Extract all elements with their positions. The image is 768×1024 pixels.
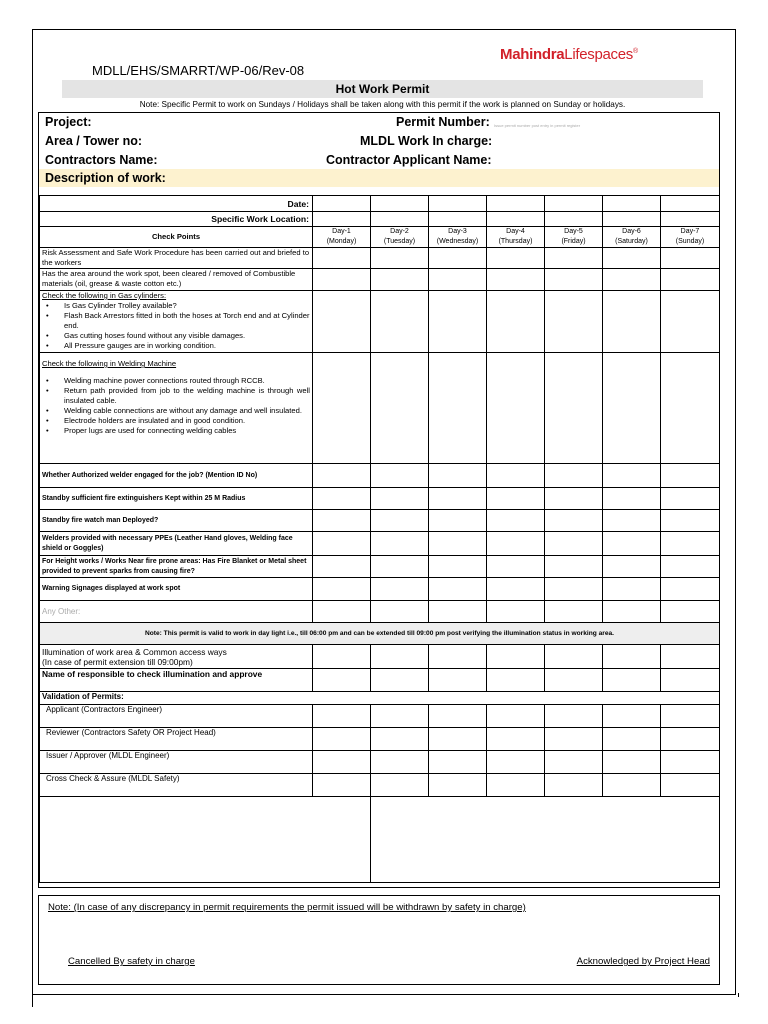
location-cell[interactable]	[661, 212, 720, 227]
warning-signages-check: Warning Signages displayed at work spot	[40, 578, 313, 601]
sign-cell[interactable]	[661, 751, 720, 774]
check-cell[interactable]	[661, 488, 720, 510]
check-cell[interactable]	[545, 353, 603, 464]
location-cell[interactable]	[313, 212, 371, 227]
risk-assessment-check: Risk Assessment and Safe Work Procedure has been carried out and briefed to the workers	[40, 248, 313, 269]
discrepancy-note: Note: (In case of any discrepancy in permit requirements the permit issued will be withdrawn by safety in charge)	[48, 902, 526, 913]
date-cell[interactable]	[313, 196, 371, 212]
check-cell[interactable]	[429, 601, 487, 623]
location-cell[interactable]	[545, 212, 603, 227]
sunday-holiday-note: Note: Specific Permit to work on Sundays / Holidays shall be taken along with this permit if the work is planned on Sunday or holidays.	[139, 100, 626, 109]
check-cell[interactable]	[603, 601, 661, 623]
check-cell[interactable]	[371, 601, 429, 623]
table-row	[40, 488, 720, 510]
check-cell[interactable]	[603, 645, 661, 669]
check-cell[interactable]	[545, 601, 603, 623]
check-cell[interactable]	[313, 645, 371, 669]
table-row	[40, 464, 720, 488]
check-cell[interactable]	[603, 578, 661, 601]
form-title: Hot Work Permit	[62, 80, 703, 98]
date-cell[interactable]	[661, 196, 720, 212]
check-cell[interactable]	[661, 645, 720, 669]
day-5-header: Day-5 (Friday)	[545, 227, 603, 248]
check-cell[interactable]	[661, 510, 720, 532]
page-corner-mark-right	[735, 993, 739, 997]
table-row	[40, 705, 720, 728]
check-cell[interactable]	[313, 248, 371, 269]
fire-watch-check: Standby fire watch man Deployed?	[40, 510, 313, 532]
area-cleared-check: Has the area around the work spot, been cleared / removed of Combustible materials (oil, grease & waste cotton etc.)	[40, 269, 313, 291]
check-cell[interactable]	[487, 488, 545, 510]
project-label: Project:	[45, 115, 92, 129]
sign-cell[interactable]	[603, 728, 661, 751]
any-other-check: Any Other:	[40, 601, 313, 623]
sign-cell[interactable]	[603, 774, 661, 797]
validity-note: Note: This permit is valid to work in day light i.e., till 06:00 pm and can be extended till 09:00 pm post verifying the illumination status in working area.	[40, 623, 720, 645]
check-cell[interactable]	[313, 578, 371, 601]
sign-cell[interactable]	[487, 751, 545, 774]
sign-cell[interactable]	[429, 774, 487, 797]
checklist-table	[39, 195, 720, 883]
sign-cell[interactable]	[371, 774, 429, 797]
check-cell[interactable]	[371, 645, 429, 669]
work-location-label: Specific Work Location:	[40, 212, 313, 227]
sign-cell[interactable]	[545, 774, 603, 797]
table-row	[40, 248, 720, 269]
check-cell[interactable]	[429, 578, 487, 601]
company-logo: MahindraLifespaces®	[500, 46, 639, 63]
date-cell[interactable]	[487, 196, 545, 212]
check-cell[interactable]	[371, 269, 429, 291]
check-cell[interactable]	[313, 488, 371, 510]
location-cell[interactable]	[429, 212, 487, 227]
sign-cell[interactable]	[545, 705, 603, 728]
day-4-header: Day-4 (Thursday)	[487, 227, 545, 248]
check-cell[interactable]	[545, 291, 603, 353]
sign-cell[interactable]	[487, 774, 545, 797]
day-1-header: Day-1 (Monday)	[313, 227, 371, 248]
check-cell[interactable]	[545, 510, 603, 532]
check-cell[interactable]	[545, 645, 603, 669]
sign-cell[interactable]	[661, 774, 720, 797]
check-cell[interactable]	[603, 248, 661, 269]
check-cell[interactable]	[313, 291, 371, 353]
check-cell[interactable]	[603, 291, 661, 353]
check-cell[interactable]	[371, 464, 429, 488]
check-cell[interactable]	[487, 669, 545, 692]
table-row	[40, 291, 720, 353]
acknowledged-by-signature: Acknowledged by Project Head	[576, 956, 710, 967]
check-cell[interactable]	[603, 269, 661, 291]
check-cell[interactable]	[429, 669, 487, 692]
table-row	[40, 353, 720, 464]
location-cell[interactable]	[371, 212, 429, 227]
check-cell[interactable]	[487, 291, 545, 353]
contractor-applicant-label: Contractor Applicant Name:	[326, 153, 492, 167]
check-cell[interactable]	[487, 645, 545, 669]
table-row	[40, 728, 720, 751]
table-row	[40, 578, 720, 601]
table-row	[40, 556, 720, 578]
location-cell[interactable]	[603, 212, 661, 227]
check-cell[interactable]	[371, 291, 429, 353]
check-cell[interactable]	[545, 669, 603, 692]
illumination-responsible: Name of responsible to check illumination and approve	[40, 669, 313, 692]
day-7-header: Day-7 (Sunday)	[661, 227, 720, 248]
check-cell[interactable]	[313, 669, 371, 692]
check-cell[interactable]	[371, 510, 429, 532]
check-cell[interactable]	[603, 556, 661, 578]
check-cell[interactable]	[487, 353, 545, 464]
check-cell[interactable]	[661, 556, 720, 578]
table-row	[40, 269, 720, 291]
sign-cell[interactable]	[429, 751, 487, 774]
check-cell[interactable]	[545, 578, 603, 601]
date-cell[interactable]	[603, 196, 661, 212]
sign-cell[interactable]	[371, 751, 429, 774]
check-cell[interactable]	[661, 291, 720, 353]
check-cell[interactable]	[603, 532, 661, 556]
check-cell[interactable]	[603, 488, 661, 510]
fire-extinguishers-check: Standby sufficient fire extinguishers Kept within 25 M Radius	[40, 488, 313, 510]
check-cell[interactable]	[371, 556, 429, 578]
description-bar[interactable]	[39, 169, 719, 187]
description-label: Description of work:	[45, 171, 166, 185]
check-cell[interactable]	[313, 601, 371, 623]
sign-cell[interactable]	[545, 751, 603, 774]
check-cell[interactable]	[487, 269, 545, 291]
sign-cell[interactable]	[371, 705, 429, 728]
validation-title: Validation of Permits:	[40, 692, 720, 705]
check-cell[interactable]	[661, 353, 720, 464]
sign-cell[interactable]	[487, 705, 545, 728]
day-2-header: Day-2 (Tuesday)	[371, 227, 429, 248]
check-cell[interactable]	[313, 510, 371, 532]
sign-cell[interactable]	[313, 728, 371, 751]
authorized-welder-check: Whether Authorized welder engaged for the job? (Mention ID No)	[40, 464, 313, 488]
table-row	[40, 510, 720, 532]
check-cell[interactable]	[429, 353, 487, 464]
sign-cell[interactable]	[487, 728, 545, 751]
check-cell[interactable]	[661, 532, 720, 556]
check-cell[interactable]	[603, 353, 661, 464]
check-cell[interactable]	[487, 248, 545, 269]
table-row	[40, 669, 720, 692]
validation-reviewer: Reviewer (Contractors Safety OR Project Head)	[40, 728, 313, 751]
check-cell[interactable]	[487, 601, 545, 623]
sign-cell[interactable]	[545, 728, 603, 751]
check-cell[interactable]	[371, 532, 429, 556]
check-cell[interactable]	[429, 510, 487, 532]
check-cell[interactable]	[487, 464, 545, 488]
validation-cross-check: Cross Check & Assure (MLDL Safety)	[40, 774, 313, 797]
sign-cell[interactable]	[313, 774, 371, 797]
height-works-check: For Height works / Works Near fire prone areas: Has Fire Blanket or Metal sheet provided to prevent sparks from causing fire?	[40, 556, 313, 578]
check-cell[interactable]	[313, 269, 371, 291]
date-cell[interactable]	[429, 196, 487, 212]
check-cell[interactable]	[661, 248, 720, 269]
document-code: MDLL/EHS/SMARRT/WP-06/Rev-08	[92, 63, 305, 78]
check-cell[interactable]	[487, 556, 545, 578]
illumination-check: Illumination of work area & Common access ways (In case of permit extension till 09:00pm)	[40, 645, 313, 669]
check-cell[interactable]	[661, 269, 720, 291]
check-cell[interactable]	[603, 510, 661, 532]
sign-cell[interactable]	[429, 728, 487, 751]
check-cell[interactable]	[313, 464, 371, 488]
footer-box	[38, 895, 720, 985]
permit-number-hint: Issue permit number post entry in permit register	[494, 123, 581, 128]
check-cell[interactable]	[371, 248, 429, 269]
remarks-area-right[interactable]	[371, 797, 720, 883]
check-cell[interactable]	[487, 510, 545, 532]
validation-applicant: Applicant (Contractors Engineer)	[40, 705, 313, 728]
check-cell[interactable]	[429, 248, 487, 269]
date-cell[interactable]	[371, 196, 429, 212]
sign-cell[interactable]	[313, 751, 371, 774]
check-points-header: Check Points	[40, 227, 313, 248]
check-cell[interactable]	[313, 556, 371, 578]
check-cell[interactable]	[603, 669, 661, 692]
check-cell[interactable]	[545, 488, 603, 510]
location-cell[interactable]	[487, 212, 545, 227]
table-row	[40, 774, 720, 797]
sign-cell[interactable]	[661, 705, 720, 728]
check-cell[interactable]	[545, 248, 603, 269]
check-cell[interactable]	[661, 578, 720, 601]
check-cell[interactable]	[313, 353, 371, 464]
check-cell[interactable]	[371, 353, 429, 464]
date-label: Date:	[40, 196, 313, 212]
check-cell[interactable]	[487, 578, 545, 601]
sign-cell[interactable]	[371, 728, 429, 751]
sign-cell[interactable]	[603, 751, 661, 774]
check-cell[interactable]	[429, 269, 487, 291]
sign-cell[interactable]	[429, 705, 487, 728]
sign-cell[interactable]	[603, 705, 661, 728]
check-cell[interactable]	[545, 464, 603, 488]
gas-cylinder-check: Check the following in Gas cylinders: • Is Gas Cylinder Trolley available? • Flash Back Arrestors fitted in both the hoses at Torch end and at Cylinder end. • Gas cutting hoses found without any visible damages. • All Pressure gauges are in working condition.	[40, 291, 313, 353]
check-cell[interactable]	[661, 464, 720, 488]
check-cell[interactable]	[429, 645, 487, 669]
check-cell[interactable]	[545, 269, 603, 291]
check-cell[interactable]	[313, 532, 371, 556]
date-cell[interactable]	[545, 196, 603, 212]
table-row	[40, 601, 720, 623]
table-row	[40, 645, 720, 669]
check-cell[interactable]	[429, 556, 487, 578]
check-cell[interactable]	[371, 488, 429, 510]
ppe-check: Welders provided with necessary PPEs (Leather Hand gloves, Welding face shield or Goggles)	[40, 532, 313, 556]
check-cell[interactable]	[661, 669, 720, 692]
check-cell[interactable]	[487, 532, 545, 556]
welding-machine-check: Check the following in Welding Machine • Welding machine power connections routed through RCCB. • Return path provided from job to the welding machine is through well insulated cable. • Welding cable connections are without any damage and well insulated. • Electrode holders are insulated and in good condition. • Proper lugs are used for connecting welding cables	[40, 353, 313, 464]
permit-number-label: Permit Number:	[396, 115, 490, 129]
day-6-header: Day-6 (Saturday)	[603, 227, 661, 248]
table-row	[40, 532, 720, 556]
check-cell[interactable]	[429, 464, 487, 488]
check-cell[interactable]	[545, 532, 603, 556]
check-cell[interactable]	[371, 578, 429, 601]
check-cell[interactable]	[429, 291, 487, 353]
remarks-area-left[interactable]	[40, 797, 371, 883]
day-3-header: Day-3 (Wednesday)	[429, 227, 487, 248]
work-in-charge-label: MLDL Work In charge:	[360, 134, 493, 148]
check-cell[interactable]	[603, 464, 661, 488]
cancelled-by-signature: Cancelled By safety in charge	[68, 956, 195, 967]
sign-cell[interactable]	[661, 728, 720, 751]
check-cell[interactable]	[429, 488, 487, 510]
area-tower-label: Area / Tower no:	[45, 134, 143, 148]
sign-cell[interactable]	[313, 705, 371, 728]
table-row	[40, 751, 720, 774]
validation-issuer: Issuer / Approver (MLDL Engineer)	[40, 751, 313, 774]
check-cell[interactable]	[545, 556, 603, 578]
check-cell[interactable]	[371, 669, 429, 692]
permit-form	[38, 112, 720, 888]
contractors-name-label: Contractors Name:	[45, 153, 158, 167]
page-corner-mark	[32, 993, 33, 1007]
check-cell[interactable]	[429, 532, 487, 556]
check-cell[interactable]	[661, 601, 720, 623]
